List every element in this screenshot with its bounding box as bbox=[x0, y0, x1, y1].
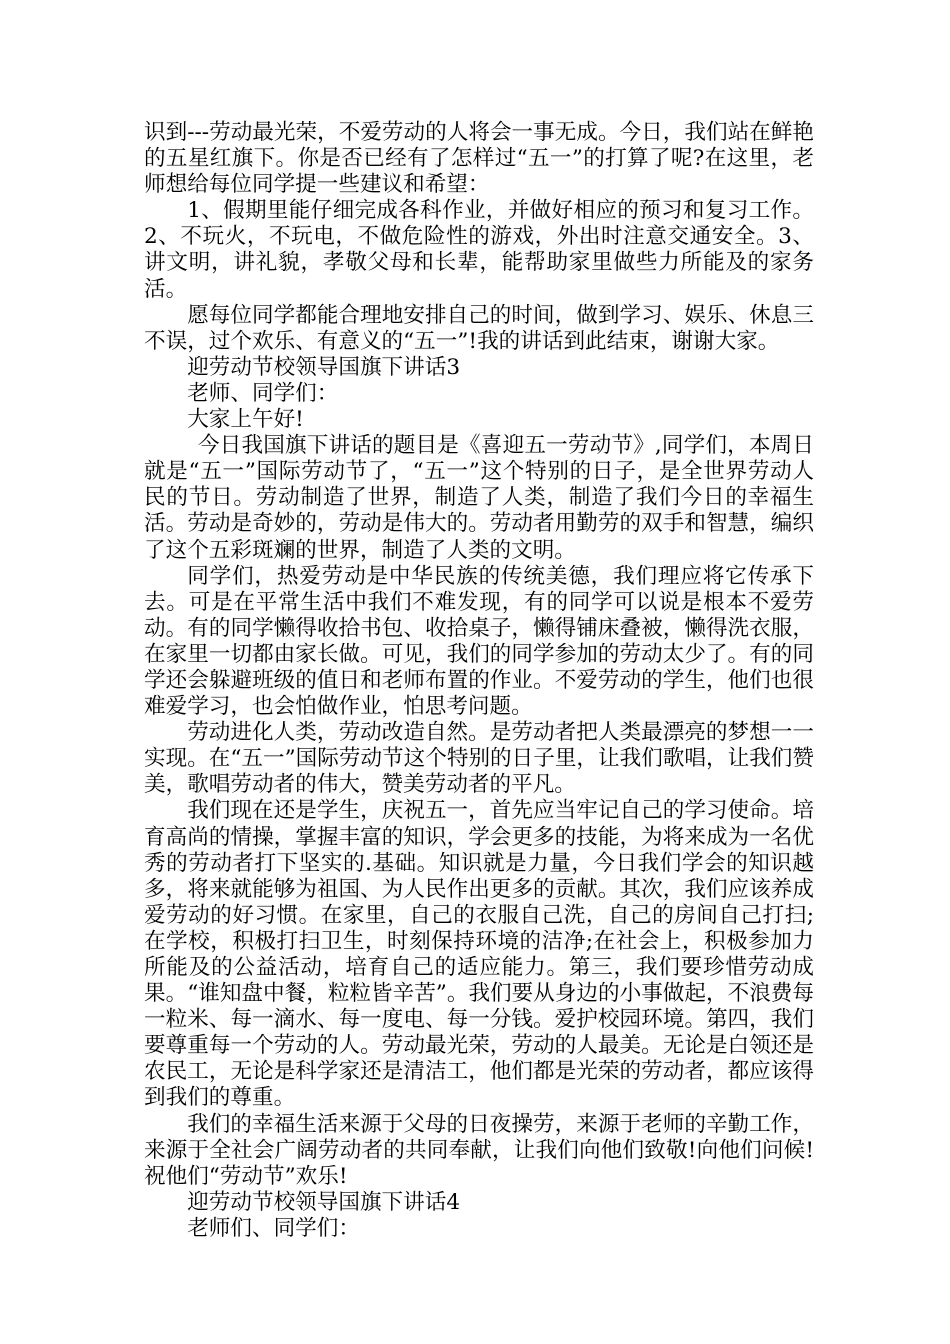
paragraph: 我们的幸福生活来源于父母的日夜操劳，来源于老师的辛勤工作，来源于全社会广阔劳动者的共同奉献，让我们向他们致敬!向他们问候!祝他们“劳动节”欢乐! bbox=[144, 1111, 814, 1189]
salutation: 老师们、同学们： bbox=[187, 1215, 360, 1241]
section-heading: 迎劳动节校领导国旗下讲话3 bbox=[187, 354, 461, 380]
salutation: 老师、同学们： bbox=[187, 380, 339, 406]
paragraph: 今日我国旗下讲话的题目是《喜迎五一劳动节》,同学们，本周日就是“五一”国际劳动节了，“五一”这个特别的日子，是全世界劳动人民的节日。劳动制造了世界，制造了人类，制造了我们今日的幸福生活。劳动是奇妙的，劳动是伟大的。劳动者用勤劳的双手和智慧，编织了这个五彩斑斓的世界，制造了人类的文明。 bbox=[144, 433, 814, 563]
paragraph: 同学们，热爱劳动是中华民族的传统美德，我们理应将它传承下去。可是在平常生活中我们不难发现，有的同学可以说是根本不爱劳动。有的同学懒得收拾书包、收拾桌子，懒得铺床叠被，懒得洗衣服，在家里一切都由家长做。可见，我们的同学参加的劳动太少了。有的同学还会躲避班级的值日和老师布置的作业。不爱劳动的学生，他们也很难爱学习，也会怕做作业，怕思考问题。 bbox=[144, 563, 814, 720]
paragraph: 愿每位同学都能合理地安排自己的时间，做到学习、娱乐、休息三不误，过个欢乐、有意义的“五一”!我的讲话到此结束，谢谢大家。 bbox=[144, 302, 814, 354]
paragraph: 1、假期里能仔细完成各科作业，并做好相应的预习和复习工作。2、不玩火，不玩电，不做危险性的游戏，外出时注意交通安全。3、讲文明，讲礼貌，孝敬父母和长辈，能帮助家里做些力所能及的家务活。 bbox=[144, 198, 814, 302]
document-body bbox=[144, 120, 814, 1242]
paragraph: 劳动进化人类，劳动改造自然。是劳动者把人类最漂亮的梦想一一实现。在“五一”国际劳动节这个特别的日子里，让我们歌唱，让我们赞美，歌唱劳动者的伟大，赞美劳动者的平凡。 bbox=[144, 720, 814, 798]
greeting: 大家上午好! bbox=[187, 407, 304, 433]
paragraph: 我们现在还是学生，庆祝五一，首先应当牢记自己的学习使命。培育高尚的情操，掌握丰富的知识，学会更多的技能，为将来成为一名优秀的劳动者打下坚实的.基础。知识就是力量，今日我们学会的知识越多，将来就能够为祖国、为人民作出更多的贡献。其次，我们应该养成爱劳动的好习惯。在家里，自己的衣服自己洗，自己的房间自己打扫;在学校，积极打扫卫生，时刻保持环境的洁净;在社会上，积极参加力所能及的公益活动，培育自己的适应能力。第三，我们要珍惜劳动成果。“谁知盘中餐，粒粒皆辛苦”。我们要从身边的小事做起，不浪费每一粒米、每一滴水、每一度电、每一分钱。爱护校园环境。第四，我们要尊重每一个劳动的人。劳动最光荣，劳动的人最美。无论是白领还是农民工，无论是科学家还是清洁工，他们都是光荣的劳动者，都应该得到我们的尊重。 bbox=[144, 798, 814, 1111]
paragraph: 识到---劳动最光荣，不爱劳动的人将会一事无成。今日，我们站在鲜艳的五星红旗下。你是否已经有了怎样过“五一”的打算了呢?在这里，老师想给每位同学提一些建议和希望： bbox=[144, 120, 814, 198]
section-heading: 迎劳动节校领导国旗下讲话4 bbox=[187, 1189, 461, 1215]
